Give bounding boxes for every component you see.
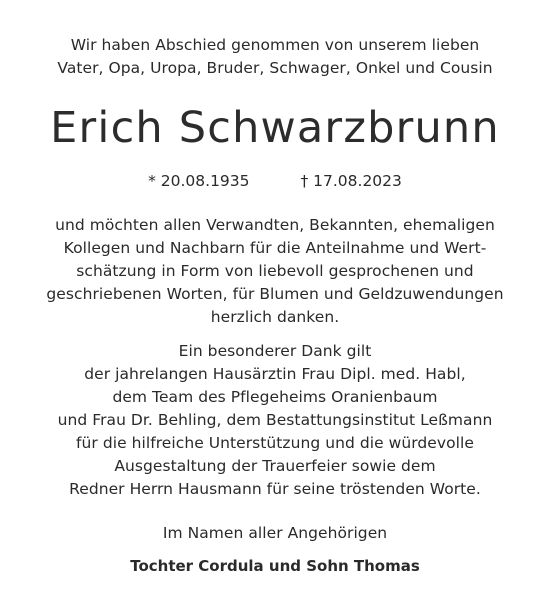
special-thanks-line: Redner Herrn Hausmann für seine tröstenden Worte. xyxy=(69,480,481,498)
signature: Tochter Cordula und Sohn Thomas xyxy=(130,557,420,575)
thanks-line: schätzung in Form von liebevoll gesprochenen und xyxy=(76,262,474,280)
special-thanks-line: und Frau Dr. Behling, dem Bestattungsinstitut Leßmann xyxy=(57,411,493,429)
death-date: † 17.08.2023 xyxy=(300,172,402,190)
intro-line: Vater, Opa, Uropa, Bruder, Schwager, Onkel und Cousin xyxy=(57,59,493,77)
closing-phrase: Im Namen aller Angehörigen xyxy=(162,524,388,542)
special-thanks-line: Ausgestaltung der Trauerfeier sowie dem xyxy=(114,457,436,475)
intro-line: Wir haben Abschied genommen von unserem lieben xyxy=(70,36,480,54)
life-dates xyxy=(0,170,550,193)
thanks-line: geschriebenen Worten, für Blumen und Geldzuwendungen xyxy=(46,285,504,303)
special-thanks-line: dem Team des Pflegeheims Oranienbaum xyxy=(112,388,438,406)
special-thanks-paragraph xyxy=(0,340,550,501)
thanks-line: und möchten allen Verwandten, Bekannten, ehemaligen xyxy=(55,216,495,234)
birth-date: * 20.08.1935 xyxy=(148,172,250,190)
thanks-paragraph xyxy=(0,214,550,329)
thanks-line: Kollegen und Nachbarn für die Anteilnahme und Wert- xyxy=(63,239,487,257)
special-thanks-line: Ein besonderer Dank gilt xyxy=(178,342,372,360)
deceased-name: Erich Schwarzbrunn xyxy=(50,103,500,153)
intro-text xyxy=(0,34,550,80)
special-thanks-line: der jahrelangen Hausärztin Frau Dipl. med. Habl, xyxy=(84,365,466,383)
thanks-line: herzlich danken. xyxy=(210,308,340,326)
special-thanks-line: für die hilfreiche Unterstützung und die würdevolle xyxy=(76,434,474,452)
